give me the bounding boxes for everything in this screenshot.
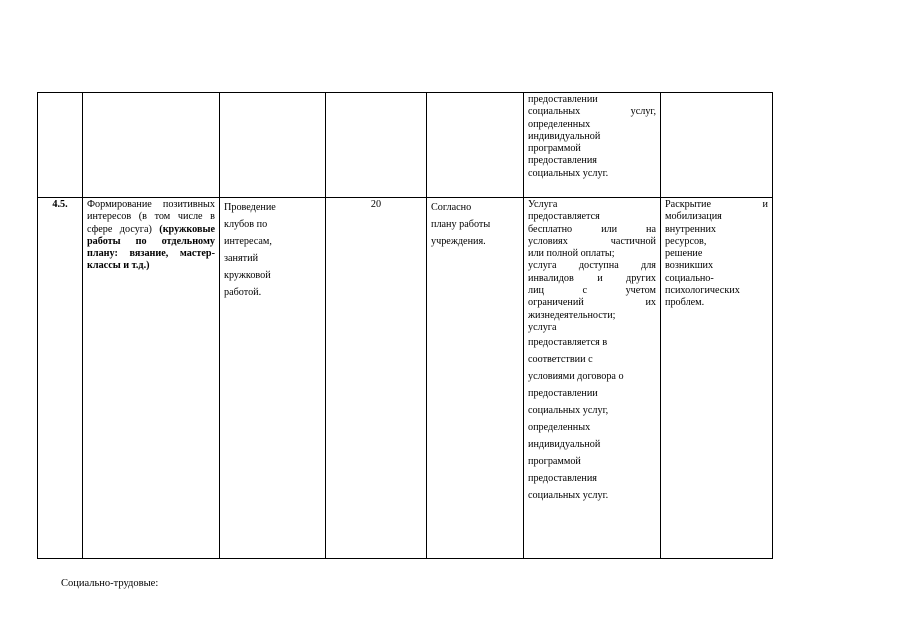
conditions-line: социальных услуг. (528, 167, 609, 179)
conditions-line: услуга (528, 321, 557, 333)
conditions-line: социальных услуг, (528, 405, 609, 417)
cell-number: 4.5. (38, 198, 83, 559)
frequency-line: плану работы (431, 219, 491, 230)
cell-tail (773, 198, 781, 559)
frequency-line: учреждения. (431, 236, 486, 247)
result-line: возникших (665, 260, 714, 272)
result-line: проблем. (665, 297, 705, 309)
conditions-line: предоставления (528, 155, 597, 167)
cell-result (661, 198, 773, 559)
conditions-line: условиями договора о (528, 371, 624, 383)
cell-tail (773, 93, 781, 198)
description-line: клубов по (224, 219, 268, 230)
cell-frequency (427, 198, 524, 559)
frequency-line: Согласно (431, 202, 472, 213)
conditions-spaced-block (528, 334, 656, 504)
result-line: Раскрытие и (665, 199, 768, 210)
conditions-line: предоставлении (528, 388, 598, 400)
conditions-line: бесплатно или на (528, 223, 656, 235)
cell-conditions-continuation (524, 93, 661, 198)
result-line: мобилизация (665, 211, 722, 223)
cell-number-empty (38, 93, 83, 198)
conditions-line: индивидуальной (528, 130, 601, 142)
service-details: (кружковые работы по отдельному плану: вязание, мастер-классы и т.д.) (87, 223, 215, 272)
cell-result-empty (661, 93, 773, 198)
description-line: кружковой (224, 270, 271, 281)
conditions-line: программой (528, 456, 581, 468)
conditions-line: или полной оплаты; (528, 248, 615, 260)
description-line: интересам, (224, 236, 272, 247)
conditions-line: определенных (528, 422, 591, 434)
description-line: Проведение (224, 202, 276, 213)
conditions-line: социальных услуг, (528, 106, 656, 118)
cell-volume-empty (326, 93, 427, 198)
description-line: занятий (224, 253, 259, 264)
conditions-line: ограничений их (528, 297, 656, 309)
service-name: Формирование позитивных интересов (в том числе в сфере досуга) (87, 199, 215, 235)
result-line: ресурсов, (665, 235, 707, 247)
conditions-line: индивидуальной (528, 439, 601, 451)
conditions-line: предоставления (528, 473, 597, 485)
services-table (37, 92, 780, 559)
conditions-line: услуга доступна для (528, 260, 656, 272)
cell-conditions (524, 198, 661, 559)
conditions-line: лиц с учетом (528, 285, 656, 297)
conditions-line: жизнедеятельности; (528, 309, 616, 321)
conditions-line: предоставлении (528, 94, 598, 105)
cell-frequency-empty (427, 93, 524, 198)
description-line: работой. (224, 287, 262, 298)
table-row-4-5 (38, 198, 781, 559)
section-heading-social-labor: Социально-трудовые: (61, 578, 159, 589)
conditions-line: инвалидов и других (528, 272, 656, 284)
cell-description-empty (220, 93, 326, 198)
cell-service-empty (83, 93, 220, 198)
result-line: психологических (665, 285, 740, 297)
conditions-line: соответствии с (528, 354, 593, 366)
conditions-line: Услуга (528, 199, 558, 210)
cell-service-name (83, 198, 220, 559)
conditions-line: программой (528, 143, 581, 155)
cell-description (220, 198, 326, 559)
conditions-line: определенных (528, 118, 591, 130)
conditions-line: социальных услуг. (528, 490, 609, 502)
conditions-line: предоставляется (528, 211, 600, 223)
table-row-continuation (38, 93, 781, 198)
conditions-line: предоставляется в (528, 337, 608, 349)
cell-volume: 20 (326, 198, 427, 559)
conditions-line: условиях частичной (528, 235, 656, 247)
result-line: социально- (665, 272, 714, 284)
result-line: внутренних (665, 223, 716, 235)
result-line: решение (665, 248, 703, 260)
